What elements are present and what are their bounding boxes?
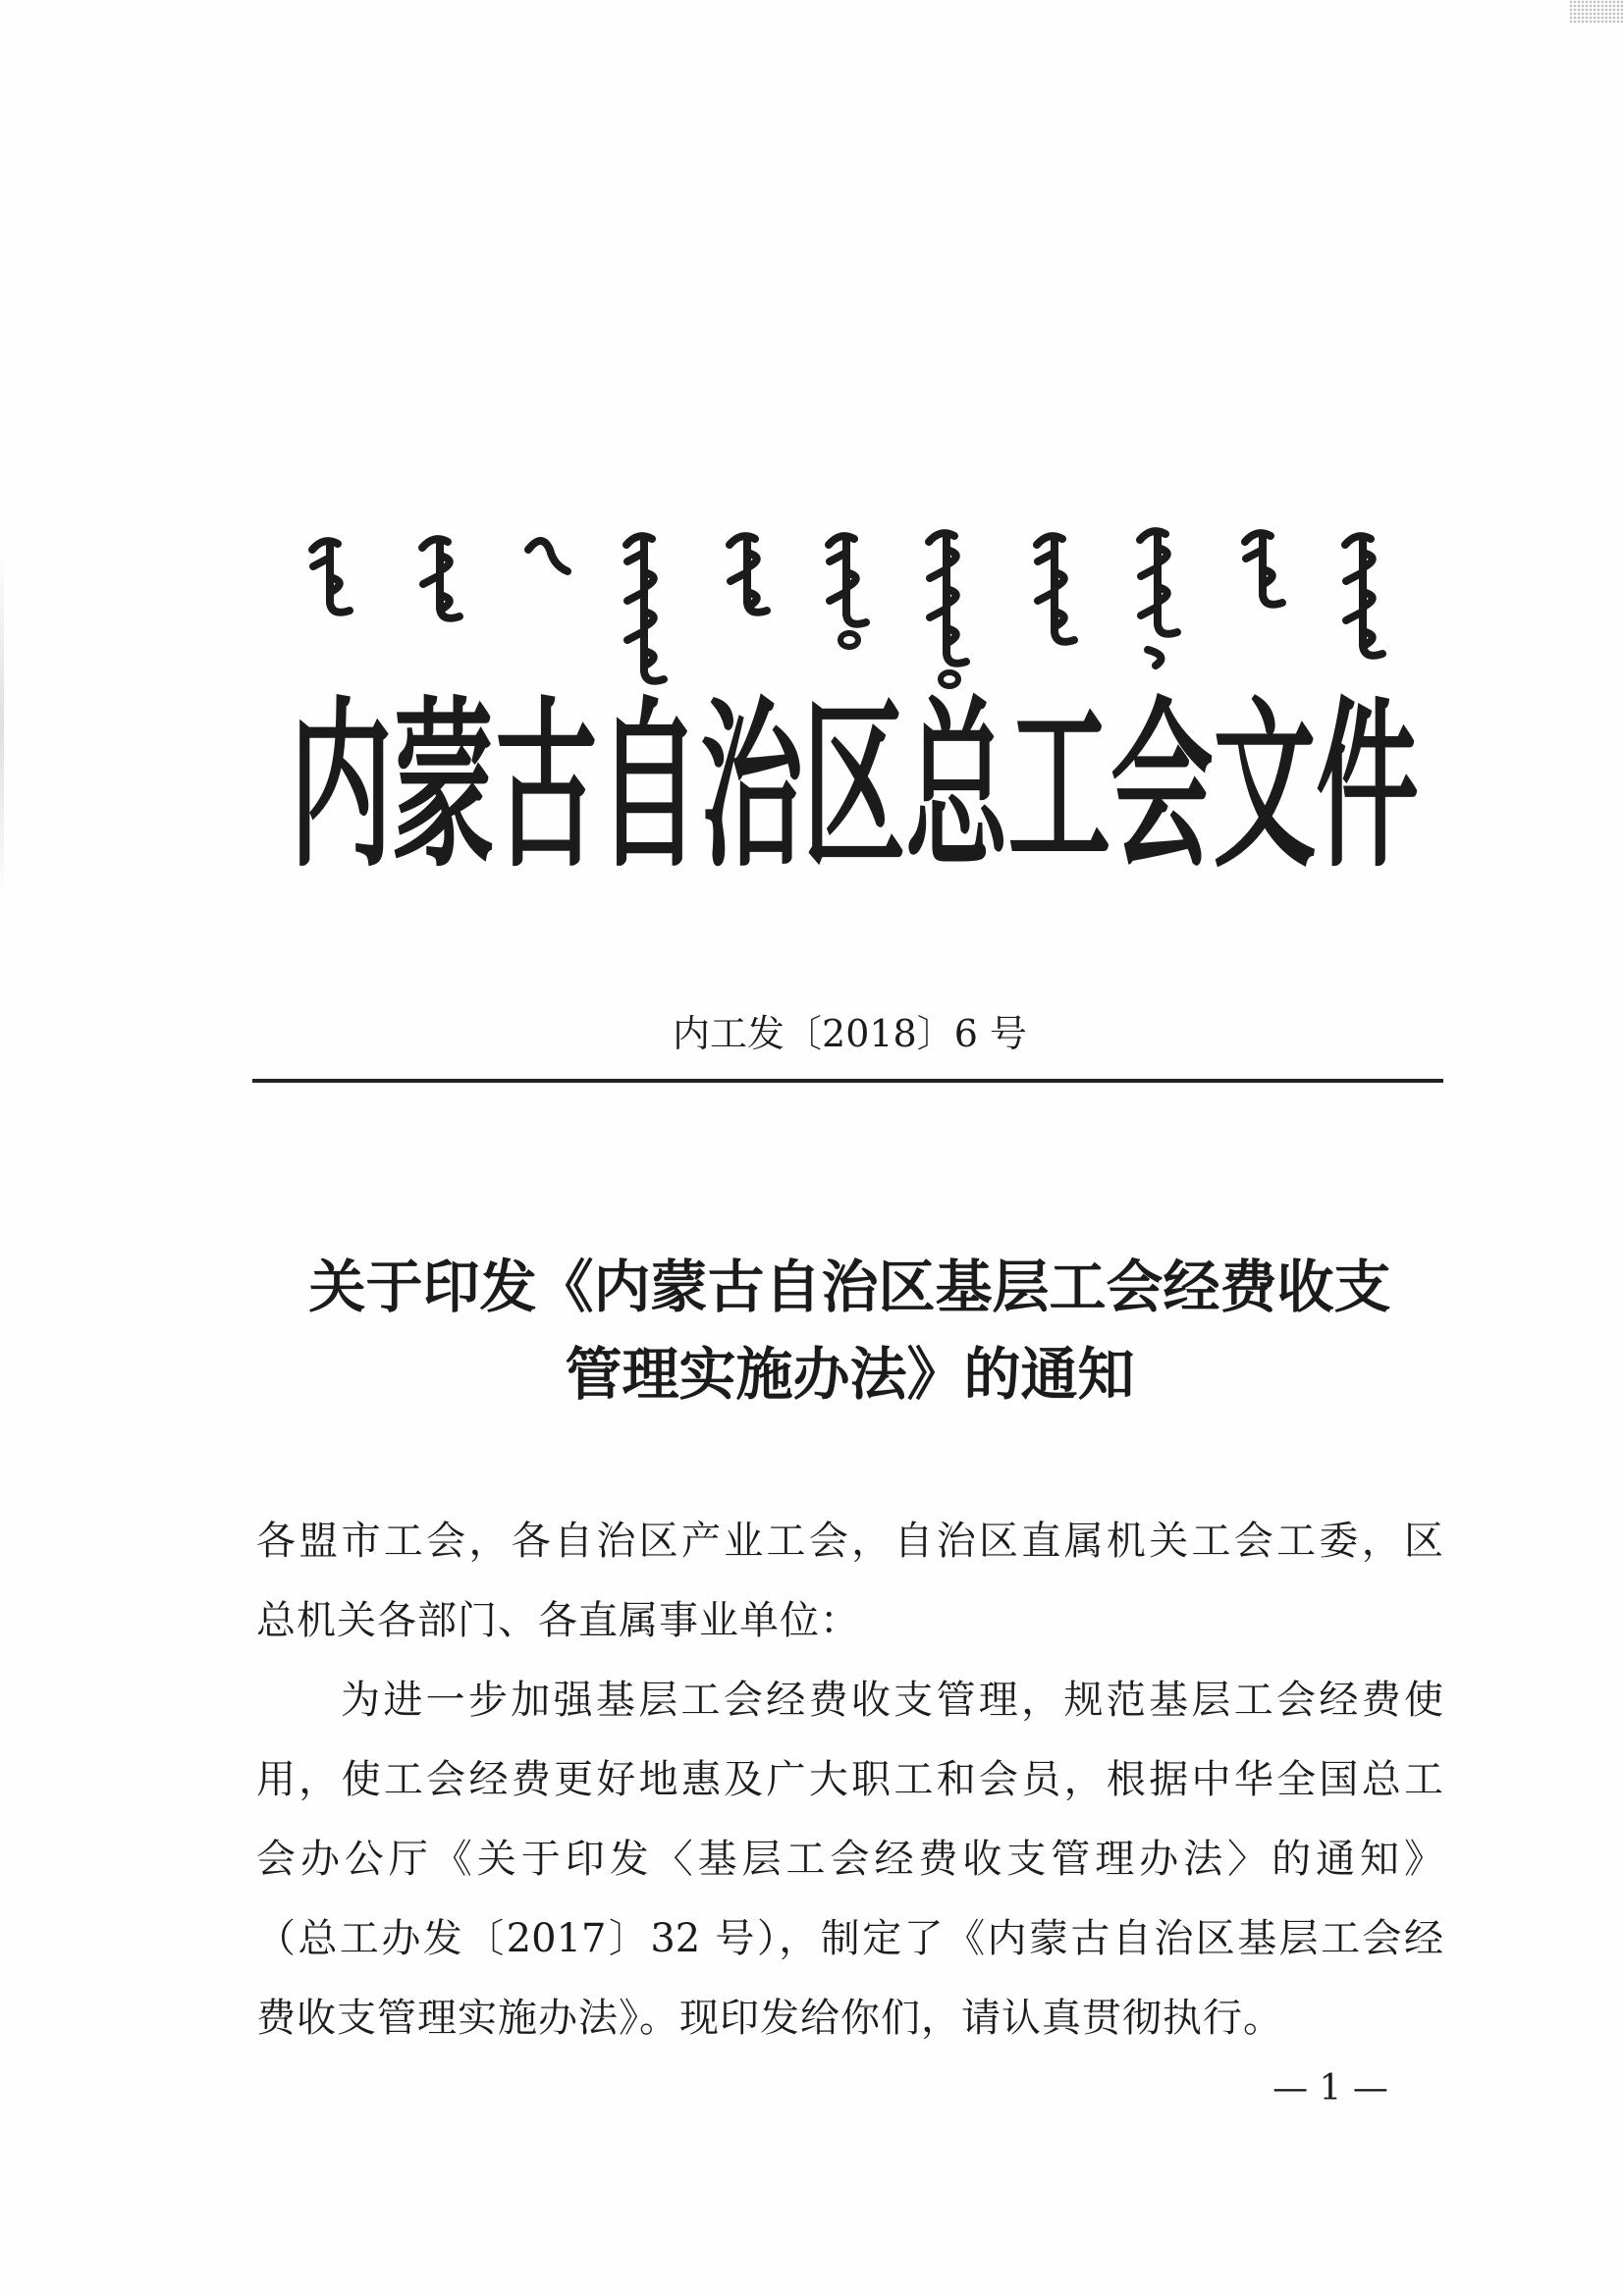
paragraph-line: 用，使工会经费更好地惠及广大职工和会员，根据中华全国总工 [256,1757,1443,1802]
masthead-script-stroke [1245,533,1282,605]
masthead-script-column [829,536,866,647]
paragraph-line: 会办公厅《关于印发〈基层工会经费收支管理办法〉的通知》 [256,1837,1443,1882]
masthead-script-column [1140,531,1177,666]
masthead-script-stroke [626,536,664,681]
scan-edge-artifact [0,550,4,903]
notice-title-line: 管理实施办法》的通知 [565,1341,1135,1408]
masthead-script-stroke [1037,536,1074,642]
salutation-line: 各盟市工会，各自治区产业工会，自治区直属机关工会工委，区 [256,1519,1443,1564]
notice-title-line: 关于印发《内蒙古自治区基层工会经费收支 [308,1254,1391,1320]
masthead-script-column [1245,533,1282,605]
masthead-script-stroke [312,541,350,613]
page-number: — 1 — [1272,2068,1388,2109]
masthead-script-column [730,536,767,613]
masthead-script-column [312,541,350,613]
masthead-script-stroke [528,541,568,571]
masthead-script-loop [840,633,858,647]
paragraph-line: 费收支管理实施办法》。现印发给你们，请认真贯彻执行。 [256,1996,1283,2041]
masthead-script-mark [1148,650,1161,666]
document-number: 内工发〔2018〕6 号 [673,1012,1027,1055]
header-divider-rule [252,1079,1443,1083]
masthead-script-column [528,541,568,571]
masthead [290,678,1419,892]
masthead-script-column [422,539,460,618]
body-text [256,1502,1443,2058]
masthead-script-stroke [1345,536,1382,656]
masthead-script-stroke [422,539,460,618]
paragraph-line: （总工办发〔2017〕32 号），制定了《内蒙古自治区基层工会经 [256,1916,1443,1961]
salutation-line: 总机关各部门、各直属事业单位： [256,1598,860,1643]
paragraph-line: 为进一步加强基层工会经费收支管理，规范基层工会经费使 [341,1678,1443,1723]
scan-corner-artifact [1569,0,1623,24]
masthead-chinese-title: 内蒙古自治区总工会文件 [290,678,1419,892]
masthead-script-stroke [829,536,866,624]
masthead-script-stroke [929,533,966,664]
masthead-script-column [1345,536,1382,656]
masthead-script-stroke [730,536,767,613]
masthead-script-stroke [1140,531,1177,634]
masthead-script-column [1037,536,1074,642]
masthead-script-column [626,536,664,681]
masthead-script-column [929,533,966,686]
